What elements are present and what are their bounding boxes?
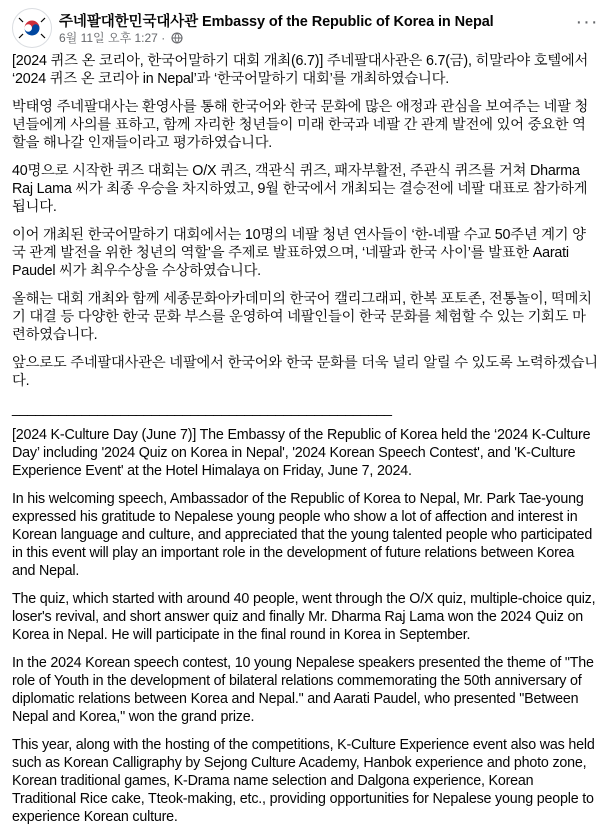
korea-flag-logo-icon [13,9,51,47]
paragraph: 박태영 주네팔대사는 환영사를 통해 한국어와 한국 문화에 많은 애정과 관심을 보여주는 네팔 청년들에게 사의를 표하고, 함께 자리한 청년들이 미래 한국과 네팔 간 관계 발전에 있어 중요한 역할을 해나갈 인재들이라고 평가하였습니다. [12,99,589,151]
paragraph: In his welcoming speech, Ambassador of the Republic of Korea to Nepal, Mr. Park Tae-young expressed his gratitude to Nepalese young people who show a lot of affection and interest in Korean language and culture, and appreciated that the young talented people who participated in this event will play an important role in the development of future relations between Korea and Nepal. [12,491,593,579]
meta-separator: · [161,31,166,45]
post-header [12,8,602,48]
more-options-icon[interactable]: ··· [575,10,599,33]
page-avatar[interactable] [12,8,52,48]
post-meta [59,29,183,47]
post-text [12,52,599,836]
paragraph: This year, along with the hosting of the competitions, K-Culture Experience event also was held such as Korean Calligraphy by Sejong Culture Academy, Hanbok experience and photo zone, Korean traditional games, K-Drama name selection and Dalgona experience, Korean Traditional Rice cake, Tteok-making, etc., providing opportunities for Nepalese young people to experience Korean culture. [12,737,595,825]
page-name-link[interactable]: 주네팔대한민국대사관 Embassy of the Republic of Korea in Nepal [59,14,494,30]
paragraph: 올해는 대회 개최와 함께 세종문화아카데미의 한국어 캘리그래피, 한복 포토존, 전통놀이, 떡메치기 대결 등 다양한 한국 문화 부스를 운영하여 네팔인들이 한국 문화를 체험할 수 있는 기회도 마련하였습니다. [12,291,592,343]
globe-icon [171,32,183,47]
divider: _________________________________________________ [12,401,392,417]
paragraph: [2024 퀴즈 온 코리아, 한국어말하기 대회 개최(6.7)] 주네팔대사관은 6.7(금), 히말라야 호텔에서 ‘2024 퀴즈 온 코리아 in Nepal’과 ‘한국어말하기 대회’를 개최하였습니다. [12,53,589,87]
paragraph: 이어 개최된 한국어말하기 대회에서는 10명의 네팔 청년 연사들이 ‘한-네팔 수교 50주년 계기 양국 관계 발전을 위한 청년의 역할’을 주제로 발표하였으며, ‘네팔과 한국 사이’를 발표한 Aarati Paudel 씨가 최우수상을 수상하였습니다. [12,227,586,279]
post-timestamp[interactable]: 6월 11일 오후 1:27 [59,31,158,45]
paragraph: The quiz, which started with around 40 people, went through the O/X quiz, multiple-choice quiz, loser's revival, and short answer quiz and finally Mr. Dharma Raj Lama won the 2024 Quiz on Korea in Nepal. He will participate in the final round in Korea in September. [12,591,596,643]
paragraph: 앞으로도 주네팔대사관은 네팔에서 한국어와 한국 문화를 더욱 널리 알릴 수 있도록 노력하겠습니다. [12,355,598,389]
paragraph: [2024 K-Culture Day (June 7)] The Embassy of the Republic of Korea held the ‘2024 K-Culture Day’ including '2024 Quiz on Korea in Nepal', '2024 Korean Speech Contest', and 'K-Culture Experience Event' at the Hotel Himalaya on Friday, June 7, 2024. [12,427,591,479]
paragraph: In the 2024 Korean speech contest, 10 young Nepalese speakers presented the theme of "The role of Youth in the development of bilateral relations commemorating the 50th anniversary of diplomatic relations between Korea and Nepal." and Aarati Paudel, who presented "Between Nepal and Korea," won the grand prize. [12,655,594,725]
paragraph: 40명으로 시작한 퀴즈 대회는 O/X 퀴즈, 객관식 퀴즈, 패자부활전, 주관식 퀴즈를 거쳐 Dharma Raj Lama 씨가 최종 우승을 차지하였고, 9월 한국에서 개최되는 결승전에 네팔 대표로 참가하게 됩니다. [12,163,588,215]
